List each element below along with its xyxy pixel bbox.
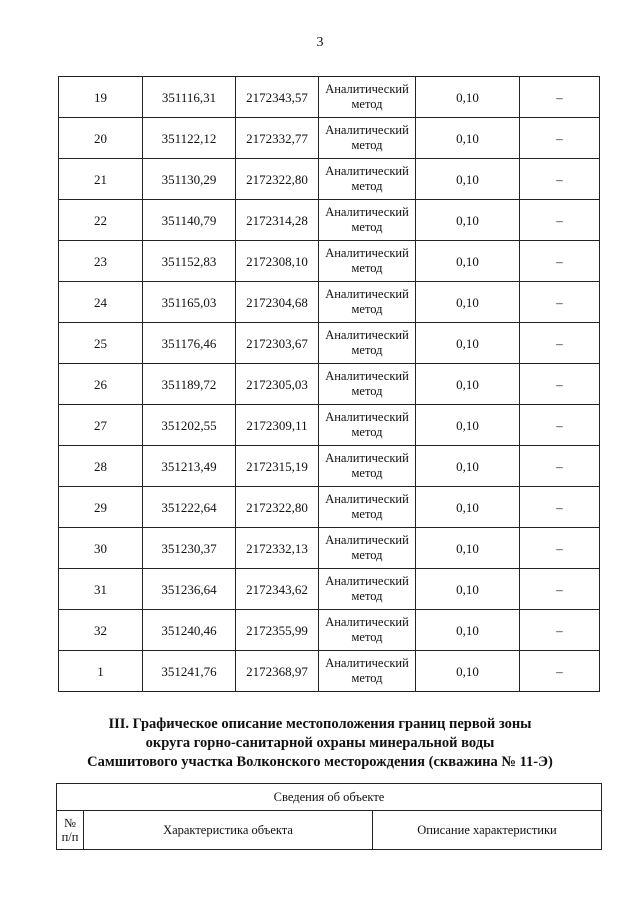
x-coordinate-cell: 351213,49: [143, 446, 236, 487]
method-line-2: метод: [351, 507, 383, 521]
method-line-2: метод: [351, 179, 383, 193]
point-number-cell: 32: [59, 610, 143, 651]
method-line-2: метод: [351, 384, 383, 398]
x-coordinate-cell: 351130,29: [143, 159, 236, 200]
accuracy-cell: 0,10: [416, 200, 520, 241]
method-line-1: Аналитический: [325, 287, 409, 301]
note-cell: –: [520, 405, 600, 446]
page-number: 3: [316, 35, 324, 50]
note-cell: –: [520, 651, 600, 692]
y-coordinate-cell: 2172332,13: [236, 528, 319, 569]
point-number-cell: 20: [59, 118, 143, 159]
method-cell: [319, 282, 416, 323]
accuracy-cell: 0,10: [416, 159, 520, 200]
method-cell: [319, 528, 416, 569]
note-cell: –: [520, 323, 600, 364]
note-cell: –: [520, 77, 600, 118]
y-coordinate-cell: 2172368,97: [236, 651, 319, 692]
y-coordinate-cell: 2172343,62: [236, 569, 319, 610]
note-cell: –: [520, 528, 600, 569]
point-number-cell: 1: [59, 651, 143, 692]
y-coordinate-cell: 2172322,80: [236, 159, 319, 200]
method-cell: [319, 118, 416, 159]
method-line-2: метод: [351, 589, 383, 603]
method-line-1: Аналитический: [325, 492, 409, 506]
method-cell: [319, 323, 416, 364]
method-line-1: Аналитический: [325, 615, 409, 629]
note-cell: –: [520, 282, 600, 323]
object-info-header-row: [57, 784, 602, 811]
x-coordinate-cell: 351236,64: [143, 569, 236, 610]
x-coordinate-cell: 351222,64: [143, 487, 236, 528]
point-number-cell: 23: [59, 241, 143, 282]
y-coordinate-cell: 2172343,57: [236, 77, 319, 118]
table-row: [59, 610, 600, 651]
column-description-header: Описание характеристики: [373, 811, 602, 850]
section-title-line-1: III. Графическое описание местоположения границ первой зоны: [108, 716, 532, 732]
y-coordinate-cell: 2172314,28: [236, 200, 319, 241]
column-number-label-1: №: [64, 816, 76, 830]
method-cell: [319, 77, 416, 118]
table-row: [59, 200, 600, 241]
table-row: [59, 118, 600, 159]
point-number-cell: 28: [59, 446, 143, 487]
table-row: [59, 446, 600, 487]
method-line-2: метод: [351, 261, 383, 275]
column-number-label-2: п/п: [61, 830, 79, 844]
accuracy-cell: 0,10: [416, 282, 520, 323]
method-line-2: метод: [351, 548, 383, 562]
y-coordinate-cell: 2172304,68: [236, 282, 319, 323]
method-cell: [319, 364, 416, 405]
object-info-header: Сведения об объекте: [57, 784, 602, 811]
x-coordinate-cell: 351122,12: [143, 118, 236, 159]
point-number-cell: 29: [59, 487, 143, 528]
method-cell: [319, 241, 416, 282]
column-number-header: [57, 811, 84, 850]
method-line-2: метод: [351, 220, 383, 234]
method-line-1: Аналитический: [325, 451, 409, 465]
accuracy-cell: 0,10: [416, 446, 520, 487]
note-cell: –: [520, 200, 600, 241]
point-number-cell: 21: [59, 159, 143, 200]
table-row: [59, 323, 600, 364]
method-line-1: Аналитический: [325, 123, 409, 137]
method-cell: [319, 569, 416, 610]
accuracy-cell: 0,10: [416, 364, 520, 405]
method-line-1: Аналитический: [325, 82, 409, 96]
accuracy-cell: 0,10: [416, 323, 520, 364]
accuracy-cell: 0,10: [416, 528, 520, 569]
accuracy-cell: 0,10: [416, 241, 520, 282]
accuracy-cell: 0,10: [416, 651, 520, 692]
y-coordinate-cell: 2172308,10: [236, 241, 319, 282]
note-cell: –: [520, 487, 600, 528]
object-info-columns-row: [57, 811, 602, 850]
table-row: [59, 364, 600, 405]
x-coordinate-cell: 351116,31: [143, 77, 236, 118]
y-coordinate-cell: 2172332,77: [236, 118, 319, 159]
method-line-1: Аналитический: [325, 533, 409, 547]
method-line-2: метод: [351, 97, 383, 111]
table-row: [59, 282, 600, 323]
x-coordinate-cell: 351152,83: [143, 241, 236, 282]
x-coordinate-cell: 351176,46: [143, 323, 236, 364]
method-cell: [319, 610, 416, 651]
table-row: [59, 77, 600, 118]
method-cell: [319, 405, 416, 446]
method-line-2: метод: [351, 302, 383, 316]
section-title: [40, 715, 600, 772]
method-cell: [319, 446, 416, 487]
method-line-2: метод: [351, 671, 383, 685]
y-coordinate-cell: 2172309,11: [236, 405, 319, 446]
point-number-cell: 25: [59, 323, 143, 364]
table-row: [59, 159, 600, 200]
y-coordinate-cell: 2172315,19: [236, 446, 319, 487]
method-line-1: Аналитический: [325, 656, 409, 670]
x-coordinate-cell: 351240,46: [143, 610, 236, 651]
point-number-cell: 26: [59, 364, 143, 405]
x-coordinate-cell: 351165,03: [143, 282, 236, 323]
table-row: [59, 651, 600, 692]
method-cell: [319, 487, 416, 528]
note-cell: –: [520, 446, 600, 487]
table-row: [59, 569, 600, 610]
method-line-1: Аналитический: [325, 205, 409, 219]
point-number-cell: 19: [59, 77, 143, 118]
coordinates-table-body: [59, 77, 600, 692]
method-cell: [319, 651, 416, 692]
point-number-cell: 24: [59, 282, 143, 323]
note-cell: –: [520, 241, 600, 282]
accuracy-cell: 0,10: [416, 610, 520, 651]
method-line-2: метод: [351, 425, 383, 439]
x-coordinate-cell: 351140,79: [143, 200, 236, 241]
note-cell: –: [520, 159, 600, 200]
point-number-cell: 22: [59, 200, 143, 241]
section-title-line-2: округа горно-санитарной охраны минеральной воды: [145, 735, 495, 751]
point-number-cell: 30: [59, 528, 143, 569]
method-line-2: метод: [351, 466, 383, 480]
method-line-2: метод: [351, 630, 383, 644]
column-characteristic-header: Характеристика объекта: [84, 811, 373, 850]
y-coordinate-cell: 2172303,67: [236, 323, 319, 364]
y-coordinate-cell: 2172355,99: [236, 610, 319, 651]
table-row: [59, 405, 600, 446]
y-coordinate-cell: 2172305,03: [236, 364, 319, 405]
note-cell: –: [520, 364, 600, 405]
accuracy-cell: 0,10: [416, 487, 520, 528]
method-line-2: метод: [351, 343, 383, 357]
method-cell: [319, 200, 416, 241]
accuracy-cell: 0,10: [416, 77, 520, 118]
object-info-table: [56, 783, 602, 850]
method-line-1: Аналитический: [325, 164, 409, 178]
method-line-1: Аналитический: [325, 410, 409, 424]
accuracy-cell: 0,10: [416, 569, 520, 610]
method-line-1: Аналитический: [325, 574, 409, 588]
point-number-cell: 27: [59, 405, 143, 446]
coordinates-table: [58, 76, 600, 692]
section-title-line-3: Самшитового участка Волконского месторождения (скважина № 11-Э): [87, 754, 553, 770]
table-row: [59, 528, 600, 569]
x-coordinate-cell: 351241,76: [143, 651, 236, 692]
note-cell: –: [520, 610, 600, 651]
method-cell: [319, 159, 416, 200]
x-coordinate-cell: 351189,72: [143, 364, 236, 405]
y-coordinate-cell: 2172322,80: [236, 487, 319, 528]
note-cell: –: [520, 569, 600, 610]
method-line-1: Аналитический: [325, 328, 409, 342]
method-line-1: Аналитический: [325, 369, 409, 383]
table-row: [59, 487, 600, 528]
accuracy-cell: 0,10: [416, 405, 520, 446]
accuracy-cell: 0,10: [416, 118, 520, 159]
method-line-1: Аналитический: [325, 246, 409, 260]
point-number-cell: 31: [59, 569, 143, 610]
x-coordinate-cell: 351230,37: [143, 528, 236, 569]
x-coordinate-cell: 351202,55: [143, 405, 236, 446]
method-line-2: метод: [351, 138, 383, 152]
note-cell: –: [520, 118, 600, 159]
table-row: [59, 241, 600, 282]
